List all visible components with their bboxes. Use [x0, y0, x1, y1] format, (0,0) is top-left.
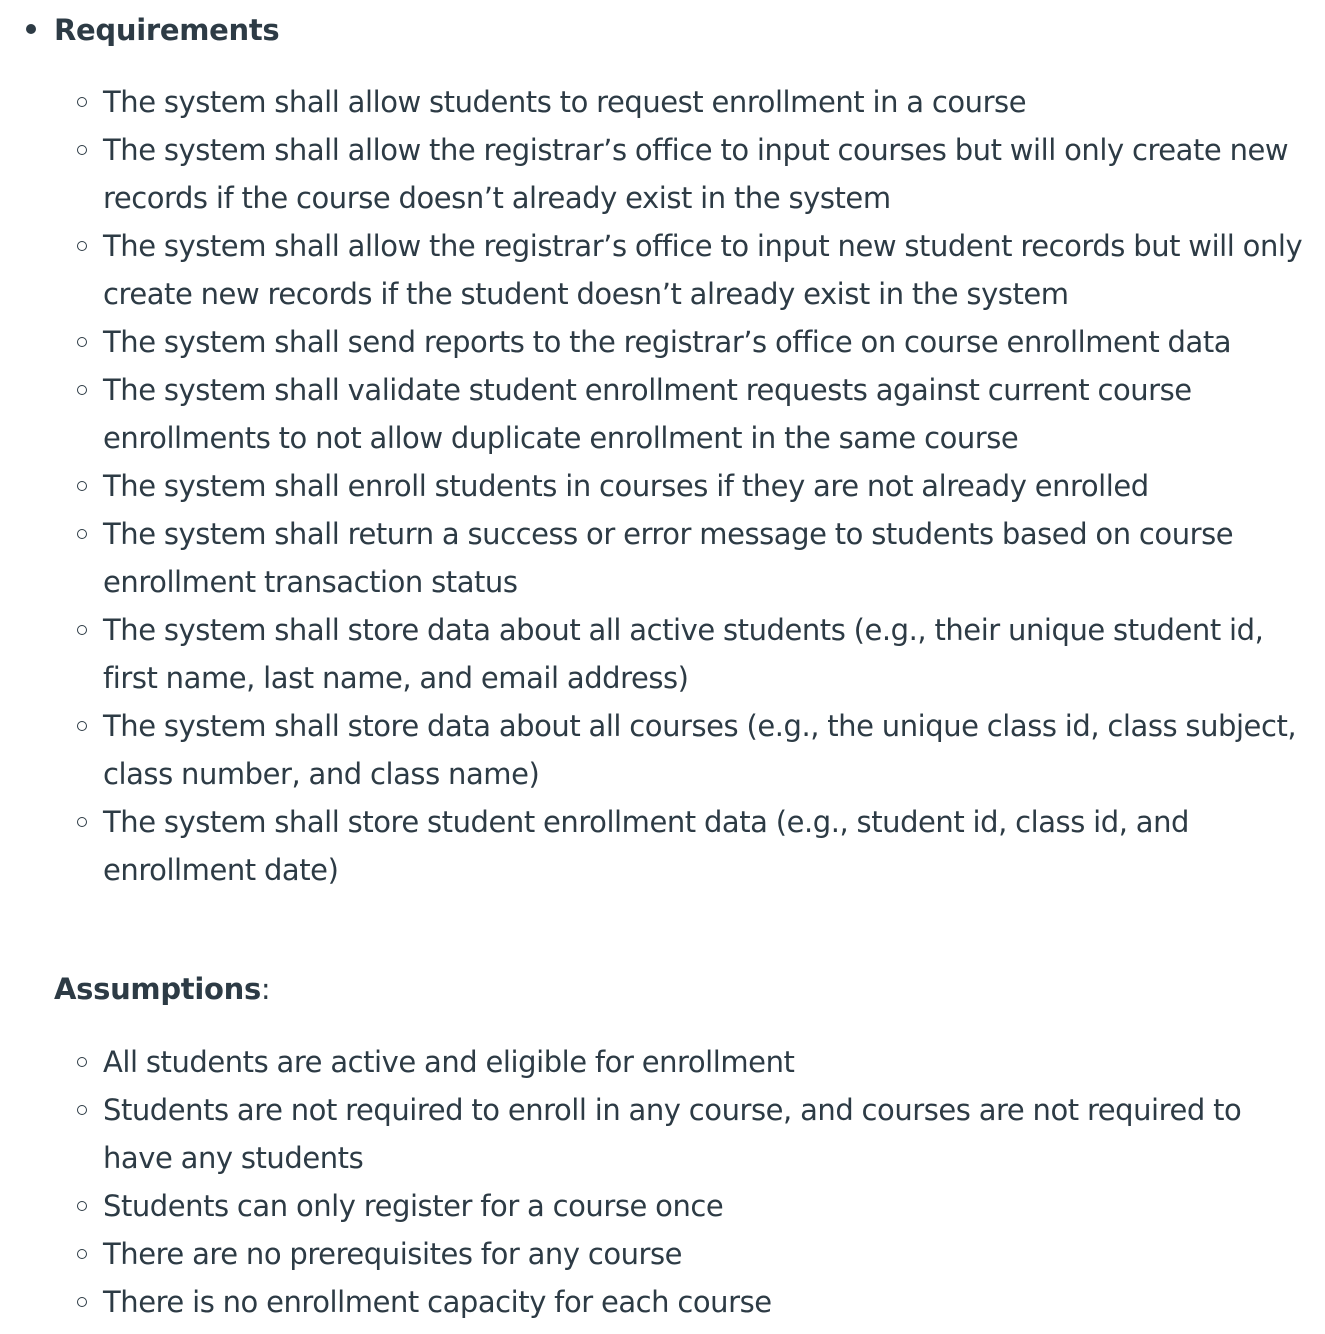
assumptions-heading-colon: : — [260, 972, 271, 1006]
requirement-text: The system shall store student enrollment data (e.g., student id, class id, and enrollment date) — [103, 805, 1189, 887]
requirement-text: The system shall store data about all courses (e.g., the unique class id, class subject, class number, and class name) — [103, 709, 1297, 791]
circle-bullet-icon — [77, 481, 87, 491]
assumptions-heading-label: Assumptions — [54, 972, 261, 1006]
circle-bullet-icon — [77, 1249, 87, 1259]
requirement-item — [0, 462, 1325, 510]
circle-bullet-icon — [77, 1297, 87, 1307]
requirement-text: The system shall validate student enrollment requests against current course enrollments to not allow duplicate enrollment in the same course — [103, 373, 1192, 455]
requirement-item — [0, 318, 1325, 366]
assumption-text: Students are not required to enroll in any course, and courses are not required to have any students — [103, 1093, 1242, 1175]
circle-bullet-icon — [77, 1105, 87, 1115]
assumption-text: All students are active and eligible for enrollment — [103, 1045, 795, 1079]
assumption-item — [0, 1182, 1325, 1230]
requirement-text: The system shall allow students to request enrollment in a course — [103, 85, 1027, 119]
assumptions-list — [0, 1038, 1325, 1326]
circle-bullet-icon — [77, 817, 87, 827]
requirement-item — [0, 606, 1325, 702]
circle-bullet-icon — [77, 97, 87, 107]
assumption-text: There are no prerequisites for any course — [103, 1237, 683, 1271]
requirements-list — [0, 78, 1325, 894]
circle-bullet-icon — [77, 385, 87, 395]
requirements-heading: Requirements — [54, 13, 280, 47]
requirement-item — [0, 78, 1325, 126]
requirement-item — [0, 510, 1325, 606]
requirement-text: The system shall enroll students in courses if they are not already enrolled — [103, 469, 1149, 503]
circle-bullet-icon — [77, 241, 87, 251]
requirement-text: The system shall return a success or error message to students based on course enrollment transaction status — [103, 517, 1234, 599]
assumption-text: Students can only register for a course once — [103, 1189, 724, 1223]
assumption-item — [0, 1086, 1325, 1182]
requirement-item — [0, 126, 1325, 222]
circle-bullet-icon — [77, 1201, 87, 1211]
requirement-text: The system shall store data about all active students (e.g., their unique student id, first name, last name, and email address) — [103, 613, 1264, 695]
circle-bullet-icon — [77, 529, 87, 539]
circle-bullet-icon — [77, 337, 87, 347]
circle-bullet-icon — [77, 721, 87, 731]
circle-bullet-icon — [77, 625, 87, 635]
requirement-item — [0, 798, 1325, 894]
requirement-text: The system shall send reports to the registrar’s office on course enrollment data — [103, 325, 1232, 359]
requirement-item — [0, 366, 1325, 462]
requirement-item — [0, 222, 1325, 318]
circle-bullet-icon — [77, 145, 87, 155]
circle-bullet-icon — [77, 1057, 87, 1067]
assumption-text: There is no enrollment capacity for each course — [103, 1285, 772, 1319]
assumption-item — [0, 1278, 1325, 1326]
bullet-icon — [26, 24, 36, 34]
requirement-text: The system shall allow the registrar’s office to input courses but will only create new records if the course doesn’t already exist in the system — [103, 133, 1289, 215]
requirement-item — [0, 702, 1325, 798]
requirement-text: The system shall allow the registrar’s office to input new student records but will only create new records if the student doesn’t already exist in the system — [103, 229, 1303, 311]
assumptions-heading — [54, 972, 270, 1006]
assumption-item — [0, 1038, 1325, 1086]
assumption-item — [0, 1230, 1325, 1278]
